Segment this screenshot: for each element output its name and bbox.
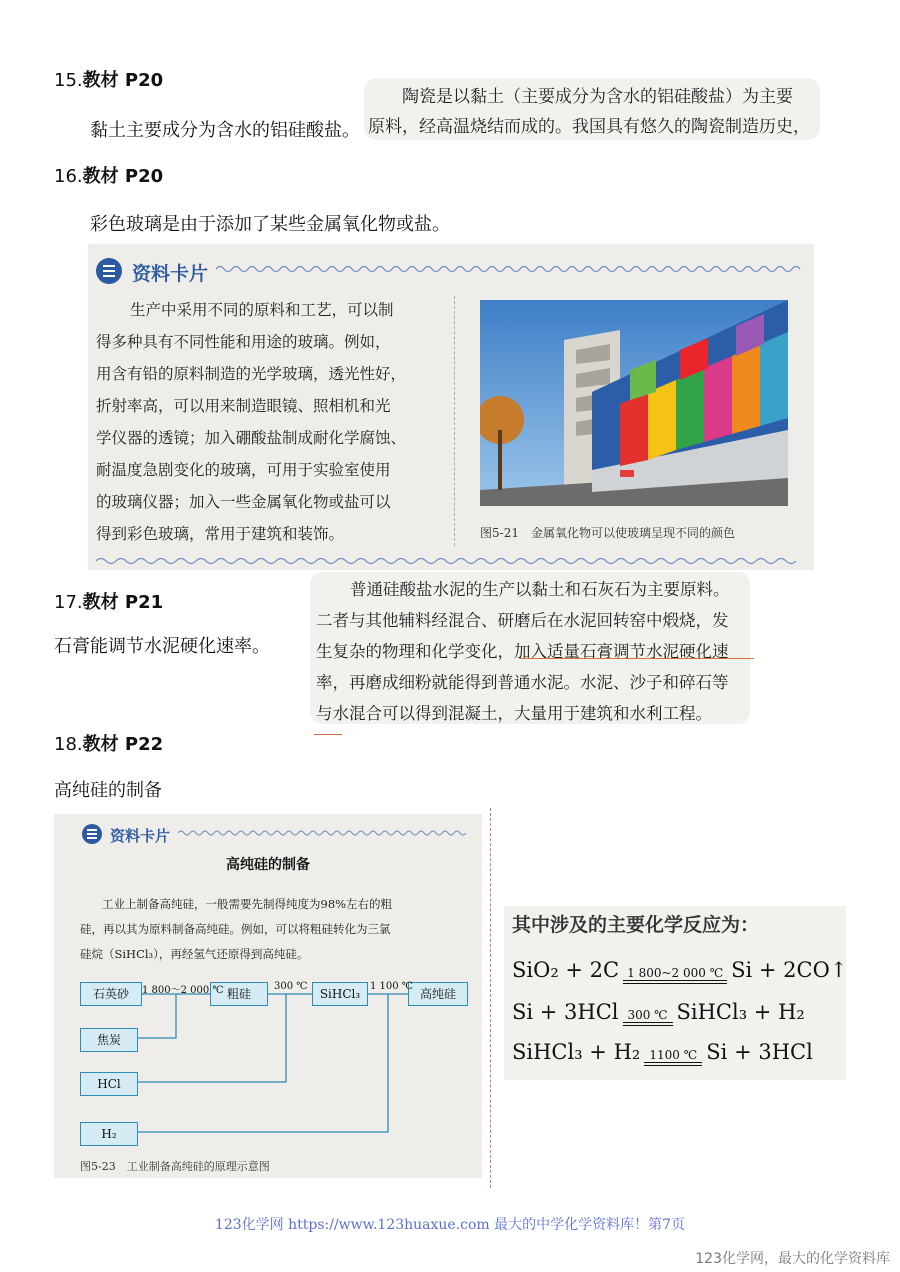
card-line: 得到彩色玻璃，常用于建筑和装饰。 [96, 525, 345, 543]
excerpt-line: 与水混合可以得到混凝土，大量用于建筑和水利工程。 [316, 704, 712, 723]
card-line: 耐温度急剧变化的玻璃，可用于实验室使用 [96, 461, 391, 479]
reactants: SiHCl₃ + H₂ [512, 1040, 641, 1064]
wave-divider [216, 264, 806, 274]
cement-excerpt [310, 572, 750, 724]
excerpt-line: 二者与其他辅料经混合、研磨后在水泥回转窑中煅烧，发 [316, 611, 729, 630]
reaction-1 [512, 958, 847, 984]
flow-temp-label: 300 ℃ [274, 981, 308, 992]
excerpt-line: 普通硅酸盐水泥的生产以黏土和石灰石为主要原料。 [350, 580, 730, 599]
card-line: 折射率高，可以用来制造眼镜、照相机和光 [96, 397, 391, 415]
reactants: Si + 3HCl [512, 1000, 619, 1024]
section-15-excerpt [364, 78, 820, 140]
card-text [96, 294, 444, 550]
excerpt-line: 生复杂的物理和化学变化，加入适量石膏调节水泥硬化速 [316, 642, 729, 661]
page-footer: 123化学网 https://www.123huaxue.com 最大的中学化学资料库！第7页 [214, 1217, 686, 1233]
card-line: 工业上制备高纯硅，一般需要先制得纯度为98%左右的粗 [102, 897, 393, 911]
flow-box-hcl: HCl [80, 1072, 138, 1096]
excerpt-line: 陶瓷是以黏土（主要成分为含水的铝硅酸盐）为主要 [402, 87, 793, 107]
reaction-condition [623, 967, 727, 984]
section-18-heading [54, 730, 163, 756]
flow-box-h2: H₂ [80, 1122, 138, 1146]
reaction-condition [644, 1049, 702, 1066]
section-source: 教材 P20 [82, 70, 164, 91]
condition-text: 1 800~2 000 ℃ [627, 966, 724, 980]
card-line: 生产中采用不同的原料和工艺，可以制 [130, 301, 394, 319]
products: SiHCl₃ + H₂ [676, 1000, 805, 1024]
flow-box-pure-silicon: 高纯硅 [408, 982, 468, 1006]
card-line: 学仪器的透镜；加入硼酸盐制成耐化学腐蚀、 [96, 429, 407, 447]
section-16-heading [54, 162, 163, 188]
section-18-body: 高纯硅的制备 [54, 780, 162, 801]
section-15-heading [54, 66, 163, 92]
card-line: 的玻璃仪器；加入一些金属氧化物或盐可以 [96, 493, 391, 511]
section-number: 16. [54, 166, 83, 187]
underline-mark [314, 734, 342, 735]
underline-mark [520, 658, 754, 659]
card-title: 资料卡片 [110, 827, 171, 845]
card-line: 得多种具有不同性能和用途的玻璃。例如， [96, 333, 391, 351]
flow-temp-label: 1 800～2 000 ℃ [142, 985, 224, 996]
section-source: 教材 P20 [82, 166, 164, 187]
card-line: 用含有铅的原料制造的光学玻璃，透光性好， [96, 365, 407, 383]
reaction-3 [512, 1040, 813, 1066]
glass-building-photo [480, 300, 788, 506]
products: Si + 2CO↑ [731, 958, 848, 982]
card-line: 硅烷（SiHCl₃），再经氢气还原得到高纯硅。 [80, 947, 309, 961]
reaction-2 [512, 1000, 805, 1026]
excerpt-line: 率，再磨成细粉就能得到普通水泥。水泥、沙子和碎石等 [316, 673, 729, 692]
products: Si + 3HCl [706, 1040, 813, 1064]
info-card-icon [96, 258, 122, 284]
section-number: 18. [54, 734, 83, 755]
reaction-condition [623, 1009, 673, 1026]
section-number: 17. [54, 592, 83, 613]
reactants: SiO₂ + 2C [512, 958, 620, 982]
section-16-body: 彩色玻璃是由于添加了某些金属氧化物或盐。 [90, 214, 450, 235]
reactions-box [504, 906, 846, 1080]
card-subtitle: 高纯硅的制备 [226, 857, 310, 873]
figure-caption: 图5-23 工业制备高纯硅的原理示意图 [80, 1160, 270, 1173]
flow-box-trichlorosilane: SiHCl₃ [312, 982, 368, 1006]
column-divider [490, 808, 491, 1188]
watermark: 123化学网，最大的化学资料库 [695, 1251, 890, 1267]
condition-text: 1100 ℃ [649, 1048, 698, 1062]
section-17-body: 石膏能调节水泥硬化速率。 [54, 636, 270, 657]
reactions-title: 其中涉及的主要化学反应为： [512, 914, 760, 936]
glass-info-card [88, 244, 814, 570]
card-title: 资料卡片 [132, 263, 209, 285]
condition-text: 300 ℃ [627, 1008, 668, 1022]
wave-divider-bottom [96, 556, 806, 566]
card-line: 硅，再以其为原料制备高纯硅。例如，可以将粗硅转化为三氯 [80, 922, 391, 936]
section-source: 教材 P21 [82, 592, 164, 613]
excerpt-line: 原料，经高温烧结而成的。我国具有悠久的陶瓷制造历史， [368, 117, 810, 137]
section-15-body: 黏土主要成分为含水的铝硅酸盐。 [90, 120, 360, 141]
section-17-heading [54, 588, 163, 614]
flow-box-coke: 焦炭 [80, 1028, 138, 1052]
flow-box-crude-silicon: 粗硅 [210, 982, 268, 1006]
flow-box-quartz: 石英砂 [80, 982, 142, 1006]
figure-caption: 图5-21 金属氧化物可以使玻璃呈现不同的颜色 [480, 526, 735, 540]
silicon-info-card [54, 814, 482, 1178]
flow-temp-label: 1 100 ℃ [370, 981, 413, 992]
section-source: 教材 P22 [82, 734, 164, 755]
card-divider [454, 296, 455, 546]
section-number: 15. [54, 70, 83, 91]
